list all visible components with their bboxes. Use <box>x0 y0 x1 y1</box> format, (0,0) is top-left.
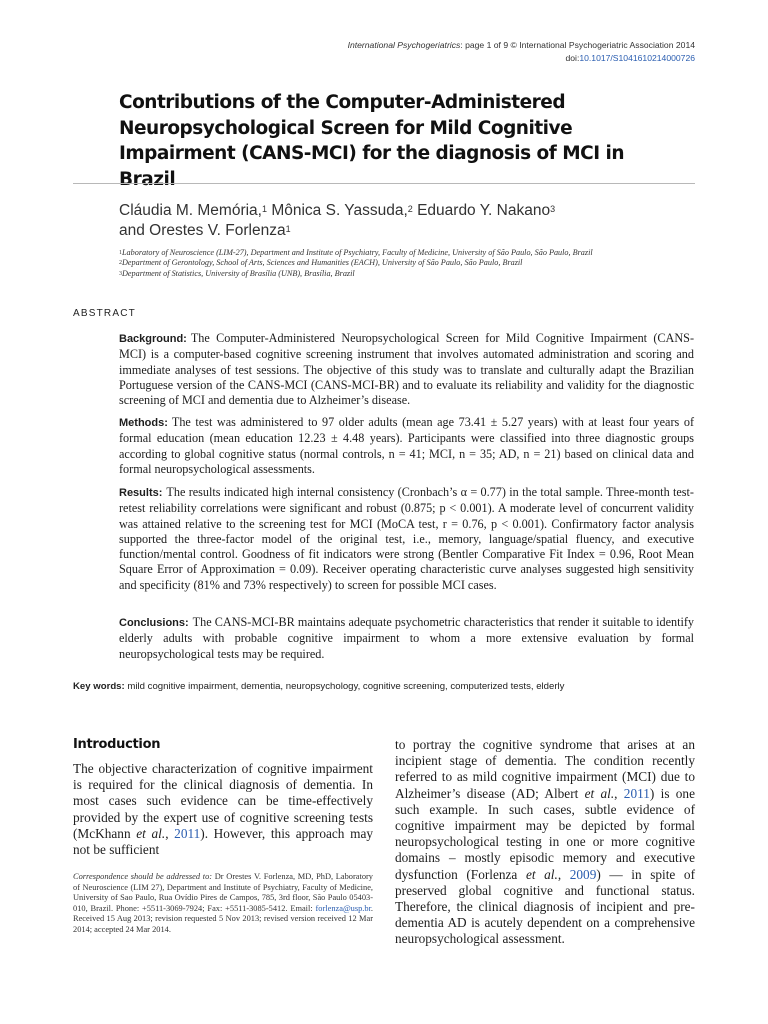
citation-link[interactable]: 2011 <box>623 785 650 801</box>
intro-etal: et al. <box>584 785 615 801</box>
citation-link[interactable]: 2009 <box>569 866 597 882</box>
affiliation-number: 2 <box>119 260 122 267</box>
conclusions-heading: Conclusions: <box>119 617 189 629</box>
doi-link[interactable]: 10.1017/S1041610214000726 <box>579 53 695 63</box>
author-affiliation-mark: 1 <box>285 224 291 234</box>
journal-name: International Psychogeriatrics <box>347 40 461 50</box>
intro-text: ) — in spite of preserved global cognitive and functional status. Therefore, the clinical diagnosis of incipient and pre-dementia AD is acutely dependent on a comprehensive neuropsychological assessment. <box>395 866 695 947</box>
title-divider <box>73 183 695 184</box>
keywords <box>73 681 695 693</box>
article-title: Contributions of the Computer-Administered Neuropsychological Screen for Mild Cognitive Impairment (CANS-MCI) for the diagnosis of MCI in Brazil <box>119 92 625 190</box>
abstract-conclusions <box>119 615 694 662</box>
correspondence-lead: Correspondence should be addressed to: <box>73 872 213 881</box>
author-name: Mônica S. Yassuda, <box>271 202 408 219</box>
intro-text: ). However, this approach may not be sufficient <box>73 825 373 858</box>
affiliation-text: Department of Statistics, University of Brasília (UNB), Brasília, Brazil <box>122 268 355 278</box>
author-affiliation-mark: 3 <box>550 204 556 214</box>
affiliation-number: 1 <box>119 250 122 256</box>
author-name: Eduardo Y. Nakano <box>417 202 551 219</box>
abstract-results <box>119 485 694 593</box>
affiliation-item <box>119 258 709 268</box>
abstract-methods <box>119 415 694 477</box>
affiliation-number: 3 <box>119 270 122 277</box>
affiliation-item <box>119 269 709 279</box>
results-text: The results indicated high internal consistency (Cronbach’s α = 0.77) in the total sample. Three-month test-retest reliability correlations were significant and robust (0.875; p < 0.001). A moderate level of concurrent validity was attained relative to the screening test for MCI (MoCA test, r = 0.76, p < 0.001). Confirmatory factor analysis supported the three-factor model of the original test, i.e., memory, language/spatial fluency, and executive function/mental control. Goodness of fit indicators were strong (Bentler Comparative Fit Index = 0.96, Root Mean Square Error of Approximation = 0.09). Receiver operating characteristic curve analyses suggested high sensitivity and specificity (81% and 73% respectively) to screen for possible MCI cases. <box>119 485 694 592</box>
abstract-background <box>119 331 694 408</box>
introduction-heading: Introduction <box>73 737 161 752</box>
intro-text: The objective characterization of cognitive impairment is required for the clinical diagnosis of dementia. In most cases such evidence can be time-effectively provided by the expert use of cognitive screening tests (McKhann <box>73 761 373 841</box>
intro-text: , <box>165 825 175 841</box>
author-name: and Orestes V. Forlenza <box>119 222 286 239</box>
keywords-heading: Key words: <box>73 681 125 692</box>
intro-etal: et al. <box>136 825 166 841</box>
author-name: Cláudia M. Memória, <box>119 202 262 219</box>
intro-text: to portray the cognitive syndrome that arises at an incipient stage of dementia. The condition recently referred to as mild cognitive impairment (MCI) due to Alzheimer’s disease (AD; Albert <box>395 737 695 801</box>
correspondence-text: Dr Orestes V. Forlenza, MD, PhD, Laboratory of Neuroscience (LIM 27), Department and Institute of Psychiatry, Faculty of Medicine, University of Sao Paulo, Rua Ovídio Pires de Campos, 785, 3rd floor, São Paulo 05403-010, Brazil. Phone: +5511-3069-7924; Fax: +5511-3085-5412. Email: <box>73 872 373 913</box>
affiliation-item <box>119 248 709 258</box>
conclusions-text: The CANS-MCI-BR maintains adequate psychometric characteristics that render it suitable to identify elderly adults with probable cognitive impairment to whom a more extensive evaluation by formal neuropsychological tests may be required. <box>119 615 694 661</box>
email-link[interactable]: forlenza@usp.br <box>315 903 371 913</box>
intro-text: , <box>614 785 624 801</box>
methods-heading: Methods: <box>119 417 168 429</box>
citation-link[interactable]: 2011 <box>174 825 201 841</box>
doi-label: doi: <box>565 53 580 63</box>
intro-etal: et al. <box>525 866 558 882</box>
journal-citation-line <box>348 39 695 52</box>
keywords-text: mild cognitive impairment, dementia, neuropsychology, cognitive screening, computerized tests, elderly <box>127 681 565 692</box>
running-head <box>348 39 695 65</box>
correspondence-dates: . Received 15 Aug 2013; revision requested 5 Nov 2013; revised version received 12 Mar 2014; accepted 24 Mar 2014. <box>73 903 373 934</box>
doi-line <box>348 52 695 65</box>
abstract-label: ABSTRACT <box>73 308 136 319</box>
introduction-right-column <box>395 737 695 948</box>
page-info: : page 1 of 9 © International Psychogeriatric Association 2014 <box>460 40 695 50</box>
methods-text: The test was administered to 97 older adults (mean age 73.41 ± 5.27 years) with at least four years of formal education (mean education 12.23 ± 4.48 years). Participants were classified into three diagnostic groups according to global cognitive status (normal controls, n = 41; MCI, n = 35; AD, n = 21) based on clinical data and formal neuropsychological assessments. <box>119 415 694 476</box>
intro-text: ) is one such example. In such cases, subtle evidence of cognitive impairment may be depicted by formal neuropsychological testing in one or more cognitive domains – mostly episodic memory and executive dysfunction (Forlenza <box>395 785 695 882</box>
intro-text: , <box>557 866 570 882</box>
author-affiliation-mark: 1 <box>262 204 268 214</box>
results-heading: Results: <box>119 487 163 499</box>
affiliation-text: Department of Gerontology, School of Arts, Sciences and Humanities (EACH), University of São Paulo, São Paulo, Brazil <box>122 258 523 268</box>
correspondence-note <box>73 872 373 936</box>
affiliation-text: Laboratory of Neuroscience (LIM-27), Department and Institute of Psychiatry, Faculty of Medicine, University of São Paulo, São Paulo, Brazil <box>122 248 593 257</box>
background-text: The Computer-Administered Neuropsychological Screen for Mild Cognitive Impairment (CANS-MCI) is a computer-based cognitive screening instrument that involves automated administration and scoring and immediate analyses of test sessions. The objective of this study was to translate and culturally adapt the Brazilian Portuguese version of the CANS-MCI (CANS-MCI-BR) and to evaluate its reliability and validity for the diagnostic screening of MCI and dementia due to Alzheimer’s disease. <box>119 331 694 408</box>
introduction-left-column <box>73 761 373 858</box>
author-list <box>119 201 679 241</box>
author-affiliation-mark: 2 <box>407 204 413 214</box>
background-heading: Background: <box>119 333 187 345</box>
affiliation-list <box>119 248 709 279</box>
